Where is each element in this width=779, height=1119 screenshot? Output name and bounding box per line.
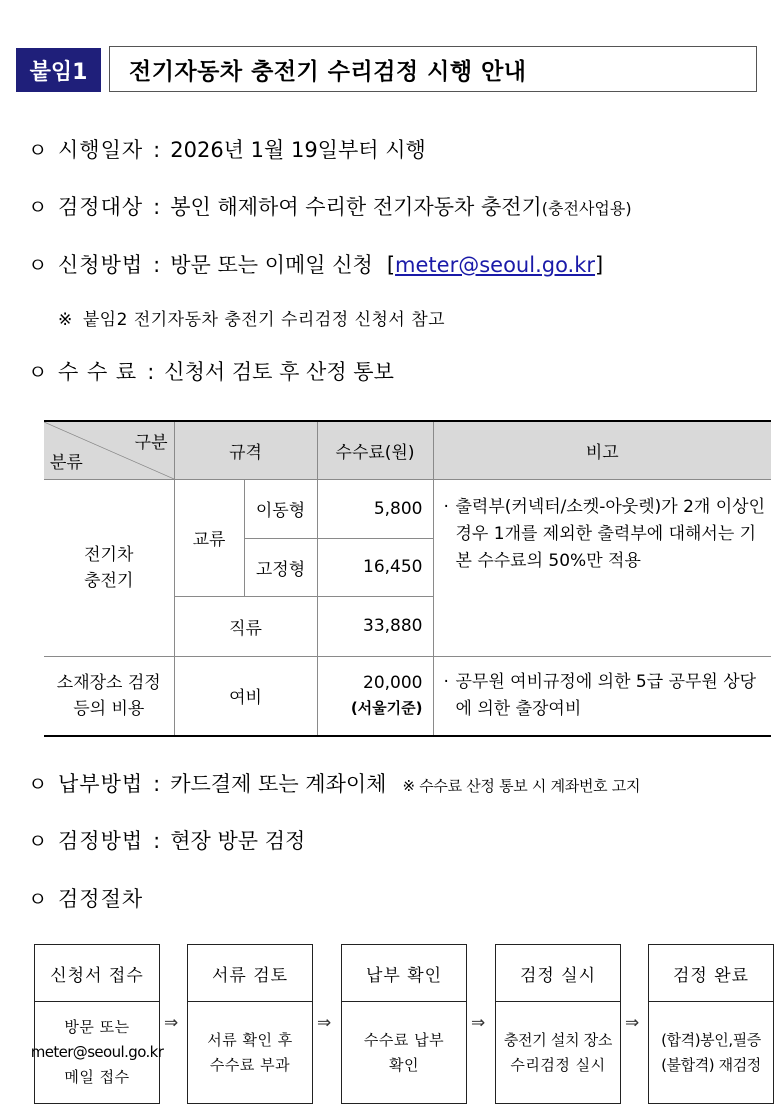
item-target: ㅇ 검정대상 : 봉인 해제하여 수리한 전기자동차 충전기 (충전사업용) (28, 191, 632, 221)
step-desc (188, 1002, 312, 1103)
header-fee: 수수료(원) (317, 421, 433, 479)
fixed-fee: 16,450 (317, 538, 433, 596)
reference-note (58, 305, 445, 330)
header-spec: 규격 (174, 421, 317, 479)
bullet-marker: ㅇ (28, 772, 48, 796)
step-title: 신청서 접수 (35, 945, 159, 1002)
attachment-badge: 붙임1 (16, 48, 101, 92)
item-label: 납부방법 (58, 772, 144, 796)
step-title: 검정 실시 (496, 945, 620, 1002)
step-title: 납부 확인 (342, 945, 466, 1002)
step-title: 검정 완료 (649, 945, 773, 1002)
step-desc-line: 확인 (389, 1055, 419, 1074)
step-desc-line: 수수료 부과 (209, 1055, 291, 1074)
travel-basis: (서울기준) (350, 698, 423, 717)
item-text: 2026년 1월 19일부터 시행 (170, 138, 426, 162)
header-remarks: 비고 (433, 421, 771, 479)
step-desc-line: 방문 또는 (64, 1018, 130, 1036)
travel-fee-cell (317, 656, 433, 736)
payment-note: ※ 수수료 산정 통보 시 계좌번호 고지 (402, 777, 641, 795)
step-desc (342, 1002, 466, 1103)
item-text: 카드결제 또는 계좌이체 (170, 772, 387, 796)
header-diagonal-cell (44, 421, 174, 479)
onsite-cost-label: 소재장소 검정 등의 비용 (44, 656, 174, 736)
item-label: 검정대상 (58, 195, 144, 219)
process-step-completion (648, 944, 774, 1104)
step-desc-line: 메일 접수 (64, 1068, 130, 1086)
remark-travel: · 공무원 여비규정에 의한 5급 공무원 상당에 의한 출장여비 (433, 656, 771, 736)
step-desc (30, 1002, 164, 1103)
process-step-payment (341, 944, 467, 1104)
step-desc-line: 수수료 납부 (363, 1030, 445, 1049)
step-desc-line: (불합격) 재검정 (661, 1055, 761, 1074)
step-desc-line: meter@seoul.go.kr (30, 1043, 164, 1061)
process-step-inspection (495, 944, 621, 1104)
item-apply-method: ㅇ 신청방법 : 방문 또는 이메일 신청 [ meter@seoul.go.kr ] (28, 249, 603, 279)
item-inspection-method: ㅇ 검정방법 : 현장 방문 검정 (28, 825, 305, 855)
flow-arrow: ⇒ (164, 1013, 179, 1033)
step-desc-line: 수리검정 실시 (510, 1055, 606, 1074)
process-step-application (30, 944, 164, 1104)
step-desc-line: (합격)봉인,필증 (661, 1030, 761, 1049)
item-label: 시행일자 (58, 138, 144, 162)
item-label: 수 수 료 (58, 360, 138, 384)
item-label: 검정절차 (58, 887, 144, 911)
step-desc (496, 1002, 620, 1103)
bullet-marker: ㅇ (28, 138, 48, 162)
email-link[interactable]: meter@seoul.go.kr (395, 253, 596, 277)
item-fee: ㅇ 수 수 료 : 신청서 검토 후 산정 통보 (28, 356, 394, 386)
header-category: 구분 (134, 433, 168, 453)
travel-fee: 20,000 (363, 672, 423, 693)
item-text: 봉인 해제하여 수리한 전기자동차 충전기 (170, 195, 542, 219)
flow-arrow: ⇒ (317, 1013, 332, 1033)
item-text: 신청서 검토 후 산정 통보 (164, 360, 394, 384)
note-mark: ※ (58, 310, 73, 330)
bullet-marker: ㅇ (28, 195, 48, 219)
step-title: 서류 검토 (188, 945, 312, 1002)
flow-arrow: ⇒ (471, 1013, 486, 1033)
step-desc-line: 서류 확인 후 (207, 1030, 293, 1049)
fee-table (44, 420, 771, 737)
note-text: 붙임2 전기자동차 충전기 수리검정 신청서 참고 (82, 310, 446, 330)
remark-text: 출력부(커넥터/소켓-아웃렛)가 2개 이상인 경우 1개를 제외한 출력부에 대해서는 기본 수수료의 50%만 적용 (455, 496, 766, 571)
dc-label: 직류 (174, 596, 317, 656)
bullet-marker: ㅇ (28, 253, 48, 277)
process-step-review (187, 944, 313, 1104)
remark-output: · 출력부(커넥터/소켓-아웃렛)가 2개 이상인 경우 1개를 제외한 출력부에 대해서는 기본 수수료의 50%만 적용 (433, 479, 771, 656)
item-suffix: (충전사업용) (541, 199, 632, 218)
item-payment: ㅇ 납부방법 : 카드결제 또는 계좌이체 ※ 수수료 산정 통보 시 계좌번호 고지 (28, 768, 640, 798)
dc-fee: 33,880 (317, 596, 433, 656)
item-inspection-procedure (28, 883, 143, 913)
flow-arrow: ⇒ (625, 1013, 640, 1033)
item-text: 방문 또는 이메일 신청 (170, 253, 373, 277)
ev-charger-label: 전기차 충전기 (44, 479, 174, 656)
item-text: 현장 방문 검정 (170, 829, 306, 853)
item-label: 신청방법 (58, 253, 144, 277)
mobile-fee: 5,800 (317, 479, 433, 538)
fixed-type-label: 고정형 (244, 538, 317, 596)
page-title: 전기자동차 충전기 수리검정 시행 안내 (109, 46, 757, 92)
step-desc-line: 충전기 설치 장소 (503, 1030, 613, 1049)
travel-label: 여비 (174, 656, 317, 736)
bullet-marker: ㅇ (28, 360, 48, 384)
mobile-type-label: 이동형 (244, 479, 317, 538)
item-date: ㅇ 시행일자 : 2026년 1월 19일부터 시행 (28, 134, 426, 164)
ac-label: 교류 (174, 479, 244, 596)
header-classification: 분류 (50, 452, 83, 473)
remark-text: 공무원 여비규정에 의한 5급 공무원 상당에 의한 출장여비 (455, 671, 757, 719)
step-desc (649, 1002, 773, 1103)
bullet-marker: ㅇ (28, 829, 48, 853)
item-label: 검정방법 (58, 829, 144, 853)
bullet-marker: ㅇ (28, 887, 48, 911)
